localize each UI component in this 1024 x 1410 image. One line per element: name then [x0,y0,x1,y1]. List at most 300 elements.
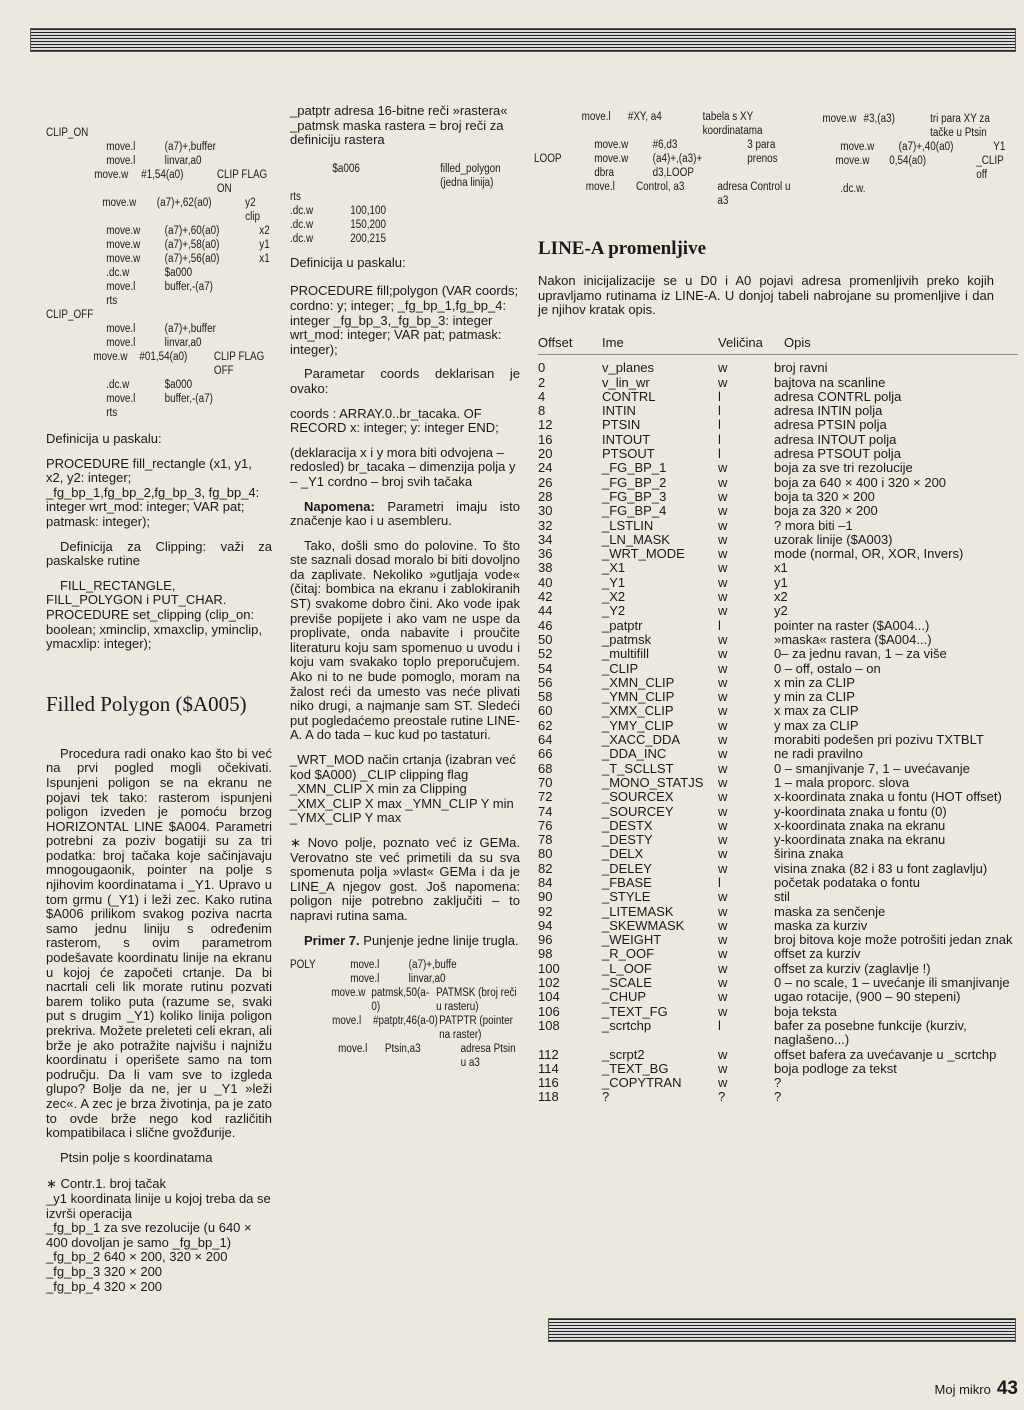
code-arg: (a7)+,40(a0) [898,141,954,153]
code-label: rts [290,190,301,203]
code-label [290,972,350,986]
cell-name: _TEXT_FG [602,1003,668,1019]
cell-size: w [718,474,728,490]
cell-description: adresa INTOUT polja [774,431,897,447]
code-op: move.l [585,181,615,193]
cell-description: offset za kurziv [774,946,861,962]
paragraph: FILL_RECTANGLE, FILL_POLYGON i PUT_CHAR. PROCEDURE set_clipping (clip_on: boolean; xminclip, xmaxclip, yminclip, ymacxlip: integer); [46,577,263,652]
cell-description: boja za sve tri rezolucije [774,460,913,476]
code-label [46,280,106,294]
table-body [538,361,1018,1104]
cell-size: w [718,846,728,862]
cell-name: _TEXT_BG [602,1060,669,1076]
code-line [290,972,522,986]
column-1 [46,126,272,1294]
code-line [290,232,522,246]
code-line [290,1014,522,1042]
cell-offset: 66 [538,746,553,762]
cell-offset: 56 [538,674,553,690]
cell-offset: 38 [538,560,553,576]
table-row [538,833,1018,847]
table-row [538,533,1018,547]
cell-name: _scrpt2 [602,1046,645,1062]
code-op: move.w [106,225,141,237]
code-cmt: y2 clip [245,197,260,223]
loop-code-listing [534,110,792,208]
table-row [538,1062,1018,1076]
cell-offset: 64 [538,732,553,748]
table-row [538,433,1018,447]
paragraph: PROCEDURE fill_rectangle (x1, y1, x2, y2: integer; _fg_bp_1,fg_bp_2,fg_bp_3, fg_bp_4: integer wrt_mod: integer; VAR pat; patmask: integer); [46,455,260,529]
cell-offset: 42 [538,589,553,605]
code-op: move.w [822,113,857,125]
paragraph [290,500,520,529]
cell-name: _WEIGHT [602,932,662,948]
cell-size: w [718,574,728,590]
table-row [538,590,1018,604]
code-label [46,406,106,420]
cell-name: _YMY_CLIP [602,717,674,733]
cell-name: _DELX [602,846,644,862]
table-row [538,1090,1018,1104]
code-label [46,322,106,336]
cell-offset: 30 [538,503,553,519]
code-op [350,190,408,204]
table-row [538,547,1018,561]
cell-name: _patptr [602,617,643,633]
code-op: move.l [106,393,136,405]
cell-size: w [718,817,728,833]
code-line [46,196,271,224]
cell-description: 0– za jednu ravan, 1 – za više [774,646,947,662]
code-line [534,166,792,180]
field-list [46,1177,272,1294]
section-heading: LINE-A promenljive [538,238,707,259]
page-footer [935,1378,1018,1400]
cell-offset: 94 [538,917,553,933]
cell-description: offset za kurziv (zaglavlje !) [774,960,931,976]
code-label [46,266,106,280]
cell-description: širina znaka [774,846,844,862]
code-label [290,1014,332,1042]
cell-description: 0 – no scale, 1 – uvećanje ili smanjivanje [774,975,1010,991]
cell-size: w [718,932,728,948]
cell-size: w [718,975,728,991]
cell-offset: 24 [538,460,553,476]
cell-name: _XMX_CLIP [602,703,674,719]
cell-description: 0 – off, ostalo – on [774,660,881,676]
code-arg: (a7)+,58(a0) [164,239,220,251]
cell-description: ? [774,1075,782,1091]
clip-code-listing [46,126,271,420]
cell-offset: 80 [538,846,553,862]
code-line [46,140,271,154]
paragraph: (deklaracija x i y mora biti odvojena – redosled) br_tacaka – dimenzija polja y – _Y1 cordno – broj svih tačaka [290,444,516,489]
table-row [538,604,1018,618]
code-arg: Ptsin,a3 [384,1043,421,1056]
cell-name: _XACC_DDA [602,732,681,748]
cell-offset: 116 [538,1075,559,1091]
cell-size: w [718,1046,728,1062]
cell-size: l [718,417,721,433]
table-row [538,504,1018,518]
cell-name: v_planes [602,360,655,376]
paragraph: Ptsin polje s koordinatama [60,1149,213,1165]
field-list-item: _fg_bp_4 320 × 200 [46,1278,163,1294]
cell-description: maska za kurziv [774,917,868,933]
header-name: Ime [602,335,624,350]
code-arg [374,162,441,190]
line-a-variables-table [538,336,1018,1105]
table-row [538,1076,1018,1090]
code-cmt: y1 [259,239,270,251]
table-row [538,890,1018,904]
cell-offset: 32 [538,517,553,533]
cell-description: pointer na raster ($A004...) [774,617,930,633]
cell-size: w [718,760,728,776]
table-row [538,361,1018,375]
cell-size: w [718,732,728,748]
cell-description: »maska« rastera ($A004...) [774,631,932,647]
table-row [538,947,1018,961]
cell-offset: 108 [538,1017,560,1033]
cell-offset: 78 [538,832,553,848]
cell-offset: 104 [538,989,560,1005]
cell-name: _SCALE [602,975,652,991]
cell-name: CONTRL [602,388,656,404]
code-op: move.l [106,141,136,153]
cell-description: boja za 320 × 200 [774,503,878,519]
cell-description: adresa CONTRL polja [774,388,902,404]
cell-name: _multifill [602,646,649,662]
cell-offset: 8 [538,403,546,419]
table-row [538,990,1018,1004]
table-row [538,676,1018,690]
cell-offset: 40 [538,574,553,590]
code-label [46,294,106,308]
cell-name: INTOUT [602,431,651,447]
cell-size: w [718,560,728,576]
cell-description: x-koordinata znaka na ekranu [774,817,946,833]
cell-size: w [718,531,728,547]
cell-size: w [718,360,728,376]
polygon-code-listing [290,162,522,246]
table-row [538,690,1018,704]
code-label [46,140,106,154]
column-4 [780,112,1016,196]
cell-size: w [718,789,728,805]
code-line [46,294,271,308]
cell-description: bafer za posebne funkcije (kurziv, naglašeno...) [774,1017,967,1048]
cell-name: _WRT_MODE [602,546,685,562]
code-arg: (a7)+,buffer [164,141,216,153]
table-row [538,490,1018,504]
code-arg: buffer,-(a7) [164,281,213,293]
code-arg: #XY, a4 [627,111,662,123]
code-label [46,378,106,392]
cell-size: w [718,860,728,876]
cell-description: boja teksta [774,1003,837,1019]
cell-name: _MONO_STATJS [602,774,704,790]
cell-name: _X2 [602,589,626,605]
cell-name: _FG_BP_3 [602,488,667,504]
cell-size: w [718,960,728,976]
cell-description: x max za CLIP [774,703,859,719]
code-op: 150,200 [350,218,386,231]
code-label: LOOP [534,153,562,165]
code-arg [899,182,994,196]
code-line [534,180,792,208]
cell-name: _FG_BP_4 [602,503,667,519]
cell-offset: 114 [538,1060,559,1076]
code-op: move.w [840,141,875,153]
code-arg: (a4)+,(a3)+ [652,153,703,165]
field-list-item: _y1 koordinata linije u kojoj treba da se izvrši operacija [46,1190,271,1221]
cell-name: _T_SCLLST [602,760,674,776]
code-cmt: prenos [747,153,778,165]
move-code-listing [780,112,1014,196]
cell-name: _DESTX [602,817,653,833]
table-row [538,1019,1018,1048]
table-row [538,719,1018,733]
code-op: move.w [106,253,141,265]
field-list-item: ∗ Contr.1. broj tačak [46,1176,167,1192]
code-line [290,218,522,232]
cell-name: v_lin_wr [602,374,650,390]
cell-offset: 50 [538,631,553,647]
code-label [46,392,106,406]
table-row [538,976,1018,990]
code-line [46,238,271,252]
cell-size: w [718,832,728,848]
header-hatch-bar [30,28,1016,52]
cell-size: w [718,1003,728,1019]
code-line [290,162,522,190]
code-op: move.l [581,111,611,123]
code-arg: #patptr,46(a-0) [372,1015,438,1028]
cell-description: morabiti podešen pri pozivu TXTBLT [774,732,984,748]
column-2 [290,104,520,1070]
cell-offset: 72 [538,789,553,805]
cell-offset: 74 [538,803,553,819]
code-op: dbra [594,167,615,179]
code-label [46,252,106,266]
cell-offset: 26 [538,474,553,490]
table-row [538,1005,1018,1019]
header-size: Veličina [718,335,763,350]
code-op: move.w [93,351,128,363]
code-line [46,350,271,378]
cell-size: w [718,989,728,1005]
code-op: .dc.w [106,379,130,391]
cell-name: _LSTLIN [602,517,654,533]
cell-offset: 70 [538,774,553,790]
cell-offset: 0 [538,360,546,376]
cell-description: y1 [774,574,788,590]
cell-description: uzorak linije ($A003) [774,531,893,547]
header-description: Opis [784,335,811,350]
code-op: move.l [332,1015,362,1028]
table-header [538,336,1018,355]
cell-size: w [718,1075,728,1091]
code-arg: (a7)+,56(a0) [164,253,220,265]
cell-description: adresa INTIN polja [774,403,883,419]
paragraph: ∗ Novo polje, poznato već iz GEMa. Verovatno ste već primetili da su sva spomenuta polja »vlast« GEMa i da je LINE_A njegov gost. Još napomena: poligon nije potrebno zaključiti – to napravi rutina sama. [290,834,520,923]
cell-offset: 62 [538,717,553,733]
code-label: POLY [290,959,316,972]
cell-description: y max za CLIP [774,717,859,733]
cell-description: y min za CLIP [774,689,855,705]
code-line [46,252,271,266]
paragraph: _patptr adresa 16-bitne reči »rastera« _patmsk maska rastera = broj reči za definiciju rastera [290,103,508,148]
cell-name: _FG_BP_1 [602,460,667,476]
cell-description: y-koordinata znaka u fontu (0) [774,803,947,819]
field-list-item: _fg_bp_2 640 × 200, 320 × 200 [46,1249,228,1265]
cell-name: _STYLE [602,889,651,905]
table-row [538,776,1018,790]
code-line [46,378,271,392]
line-a-intro: Nakon inicijalizacije se u D0 i A0 pojavi adresa promenljivih preko kojih upravljamo rutinama iz LINE-A. U donjoj tabeli nabrojane su promenljive i dan je njihov kratak opis. [538,273,994,318]
code-arg: (a7)+,62(a0) [156,197,212,209]
code-op: move.l [106,281,136,293]
code-arg [409,218,504,232]
code-label [534,110,582,138]
cell-offset: 118 [538,1089,559,1105]
cell-offset: 12 [538,417,553,433]
code-line [780,112,1014,140]
cell-size: w [718,917,728,933]
cell-size: w [718,646,728,662]
code-cmt: Y1 [993,141,1006,153]
note-label: Napomena: [304,498,375,514]
code-op: move.l [106,337,136,349]
cell-size: l [718,617,721,633]
paragraph: coords : ARRAY.0..br_tacaka. OF RECORD x: integer; y: integer END; [290,405,499,436]
cell-description: ugao rotacije, (900 – 90 stepeni) [774,989,961,1005]
code-line [290,204,522,218]
code-label [46,168,94,196]
field-list-item: _fg_bp_1 za sve rezolucije (u 640 × 400 dovoljan je samo _fg_bp_1) [46,1220,252,1250]
code-line [46,308,271,322]
paragraph: Definicija u paskalu: [290,254,406,270]
cell-size: w [718,631,728,647]
cell-offset: 44 [538,603,553,619]
code-op: .dc.w [106,267,130,279]
cell-offset: 106 [538,1003,560,1019]
paragraph: Definicija za Clipping: važi za paskalske rutine [46,538,272,569]
cell-size: w [718,546,728,562]
code-op: move.w [94,169,129,181]
code-cmt: adresa Control u a3 [717,181,791,207]
code-arg: #01,54(a0) [139,351,188,363]
cell-size: w [718,717,728,733]
cell-name: _patmsk [602,631,652,647]
table-row [538,933,1018,947]
table-row [538,633,1018,647]
cell-size: w [718,746,728,762]
cell-offset: 20 [538,446,553,462]
code-arg: (a7)+,buffer [164,323,216,335]
code-arg: $a000 [164,379,193,391]
cell-size: l [718,874,721,890]
table-row [538,390,1018,404]
cell-offset: 84 [538,874,553,890]
code-arg [165,308,260,322]
code-line [290,958,522,972]
column-3 [534,110,804,260]
code-label [290,1042,338,1070]
cell-name: _DDA_INC [602,746,667,762]
cell-offset: 4 [538,388,546,404]
cell-description: stil [774,889,790,905]
cell-description: maska za senčenje [774,903,886,919]
table-row [538,747,1018,761]
table-row [538,519,1018,533]
cell-offset: 58 [538,689,553,705]
cell-offset: 96 [538,932,553,948]
code-arg: 0,54(a0) [889,155,927,167]
cell-name: _SOURCEX [602,789,674,805]
table-row [538,662,1018,676]
code-arg: (a7)+,60(a0) [164,225,220,237]
paragraph: Procedura radi onako kao što bi već na prvi pogled mogli očekivati. Ispunjeni poligon se na ekranu ne pojavi tek tako: rasterom ispunjeni poligon izveden je pomoću brzog HORIZONTAL LINE $A004. Parametri potrebni za poziv bogatiji su za tri podatka: broj tačaka koje sačinjavaju mnogougaonik, pointer na polje s njihovim koordinatama i _Y1. Upravo u tom grmu (_Y1) i leži zec. Kako rutina $A006 prilikom svakog poziva nacrta samo jednu liniju s određenim rasterom, s ovim parametrom podešavate koordinatu linije na ekranu u kojoj će započeti crtanje. Da bi nacrtali celi lik morate rutinu pozvati barem toliko puta (razume se, svaki put s drugim _Y1) koliko linija poligon prekriva. Možete preleteti celi ekran, ali brže je ako potražite najvišu i najnižu koordinatu i operišete samo na tom području. Da li vam sve to izgleda glupo? Bolje da ne, jer u _Y1 »leži zec«. A zec je brza životinja, pa je zato to ovde brže nego kod različitih kompatibilaca i slične gvožđurije. [46,745,272,1141]
code-label [290,162,332,190]
cell-offset: 102 [538,975,560,991]
code-line [46,392,271,406]
table-row [538,619,1018,633]
code-label [46,224,106,238]
code-arg [409,190,504,204]
code-label [46,336,106,350]
cell-description: adresa PTSIN polja [774,417,887,433]
code-label: .dc.w [290,232,314,245]
cell-description: y-koordinata znaka na ekranu [774,832,946,848]
code-label [46,196,102,224]
code-cmt: CLIP FLAG ON [216,169,268,195]
code-cmt: adresa Ptsin u a3 [460,1043,516,1070]
cell-name: _R_OOF [602,946,655,962]
cell-offset: 90 [538,889,553,905]
code-cmt: PATMSK (broj reči u rasteru) [436,987,517,1014]
cell-size: l [718,1017,721,1033]
table-row [538,962,1018,976]
cell-name: _LITEMASK [602,903,674,919]
cell-description: 1 – mala proporc. slova [774,774,910,790]
code-op: move.l [338,1043,368,1056]
code-label [46,238,106,252]
cell-name: _scrtchp [602,1017,652,1033]
cell-name: ? [602,1089,610,1105]
cell-offset: 98 [538,946,553,962]
code-op: .dc.w. [840,183,866,195]
code-arg: linvar,a0 [164,337,202,349]
cell-offset: 54 [538,660,553,676]
table-row [538,376,1018,390]
paragraph: Definicija u paskalu: [46,431,162,446]
table-row [538,647,1018,661]
table-row [538,733,1018,747]
cell-description: x-koordinata znaka u fontu (HOT offset) [774,789,1002,805]
code-cmt: PATPTR (pointer na raster) [439,1015,513,1042]
code-arg [165,294,260,308]
code-op: move.l [350,973,380,986]
paragraph: Parametar coords deklarisan je ovako: [290,366,520,396]
paragraph [290,934,520,949]
cell-offset: 68 [538,760,553,776]
code-line [46,224,271,238]
code-label [46,154,106,168]
field-list-item: _fg_bp_3 320 × 200 [46,1263,163,1279]
